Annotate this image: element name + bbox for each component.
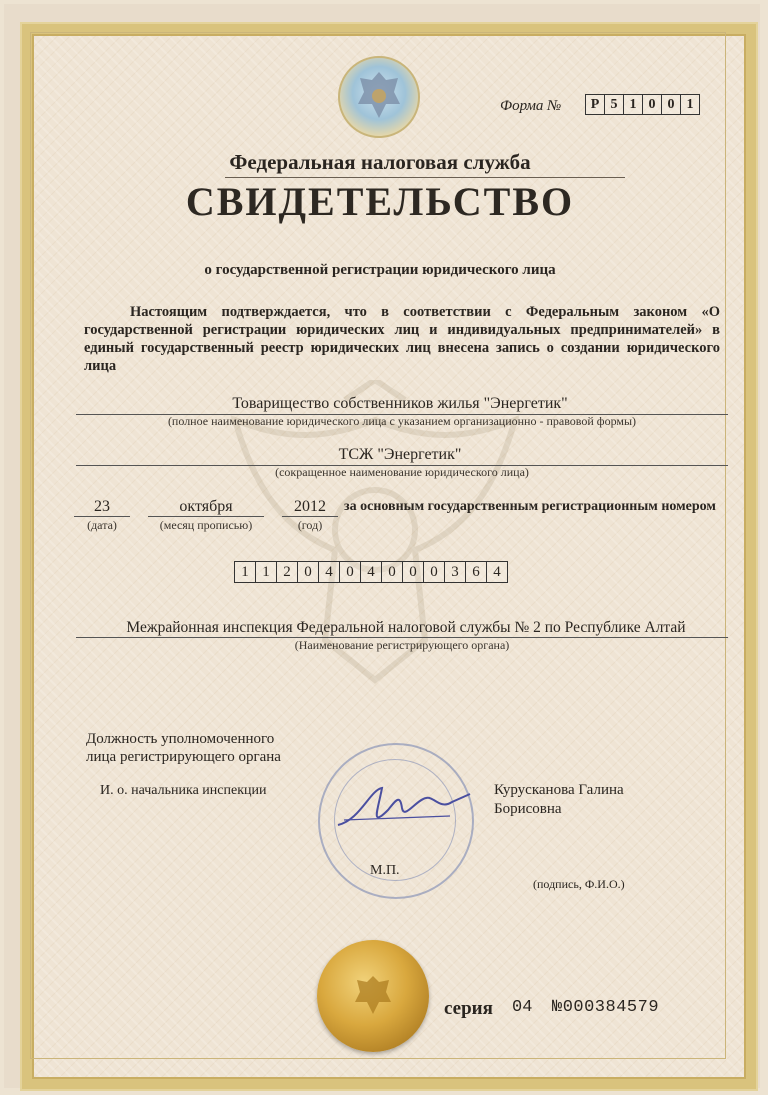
signatory-name-line2: Борисовна — [494, 801, 562, 817]
date-month-caption: (месяц прописью) — [159, 518, 253, 532]
ogrn-digit-cell: 4 — [319, 561, 340, 583]
authority-caption: (Наименование регистрирующего органа) — [294, 638, 510, 652]
date-month-value: октября — [179, 498, 233, 515]
certification-paragraph: Настоящим подтверждается, что в соответствии с Федеральным законом «О государственной регистрации юридических лиц и индивидуальных предпринимателей» в единый государственный реестр юридических лиц внесена запись о создании юридического лица — [84, 304, 720, 374]
form-code-cell: 1 — [624, 94, 643, 115]
ogrn-digit-cell: 0 — [298, 561, 319, 583]
gold-seal-eagle-icon — [345, 968, 401, 1024]
date-day-caption: (дата) — [87, 518, 117, 532]
ogrn-digit-cell: 6 — [466, 561, 487, 583]
form-label: Форма № — [500, 98, 562, 114]
date-year-value: 2012 — [294, 498, 326, 515]
series-label: серия — [444, 998, 493, 1019]
short-name-caption: (сокращенное наименование юридического лица) — [275, 465, 529, 479]
ogrn-boxes — [234, 561, 508, 583]
agency-name: Федеральная налоговая служба — [229, 150, 531, 174]
full-name-caption: (полное наименование юридического лица с указанием организационно - правовой формы) — [167, 414, 637, 428]
position-value: И. о. начальника инспекции — [100, 783, 267, 798]
date-month-line — [148, 516, 264, 517]
authority-value: Межрайонная инспекция Федеральной налоговой службы № 2 по Республике Алтай — [126, 619, 686, 636]
position-title-line2: лица регистрирующего органа — [86, 749, 281, 765]
signatory-name-line1: Курусканова Галина — [494, 782, 624, 798]
date-day-line — [74, 516, 130, 517]
date-year-caption: (год) — [297, 518, 323, 532]
hologram-emblem-icon — [334, 52, 424, 142]
ogrn-digit-cell: 3 — [445, 561, 466, 583]
ogrn-digit-cell: 0 — [424, 561, 445, 583]
series-value: 04 — [512, 998, 533, 1017]
ogrn-intro-text: за основным государственным регистрационным номером — [344, 499, 716, 514]
form-code-cell: 5 — [605, 94, 624, 115]
ogrn-digit-cell: 0 — [382, 561, 403, 583]
form-code-cell: 1 — [681, 94, 700, 115]
document-title: СВИДЕТЕЛЬСТВО — [185, 179, 575, 224]
form-code-cell: Р — [585, 94, 605, 115]
form-code-boxes — [585, 94, 700, 115]
position-title-line1: Должность уполномоченного — [86, 731, 275, 747]
ogrn-digit-cell: 4 — [487, 561, 508, 583]
signature-scribble — [330, 780, 480, 840]
ogrn-digit-cell: 1 — [256, 561, 277, 583]
full-name-value: Товарищество собственников жилья "Энергетик" — [232, 395, 568, 412]
short-name-value: ТСЖ "Энергетик" — [338, 446, 462, 463]
date-day-value: 23 — [94, 498, 110, 515]
signature-caption: (подпись, Ф.И.О.) — [533, 877, 625, 891]
form-code-cell: 0 — [662, 94, 681, 115]
signatory-name — [494, 781, 624, 819]
seal-place-label: М.П. — [370, 863, 400, 878]
document-subtitle: о государственной регистрации юридического лица — [204, 262, 556, 278]
ogrn-digit-cell: 1 — [234, 561, 256, 583]
date-year-line — [282, 516, 338, 517]
form-code-cell: 0 — [643, 94, 662, 115]
ogrn-digit-cell: 2 — [277, 561, 298, 583]
ogrn-digit-cell: 0 — [340, 561, 361, 583]
ogrn-digit-cell: 0 — [403, 561, 424, 583]
position-title — [86, 730, 281, 766]
ogrn-digit-cell: 4 — [361, 561, 382, 583]
certificate-number: №000384579 — [552, 998, 660, 1017]
